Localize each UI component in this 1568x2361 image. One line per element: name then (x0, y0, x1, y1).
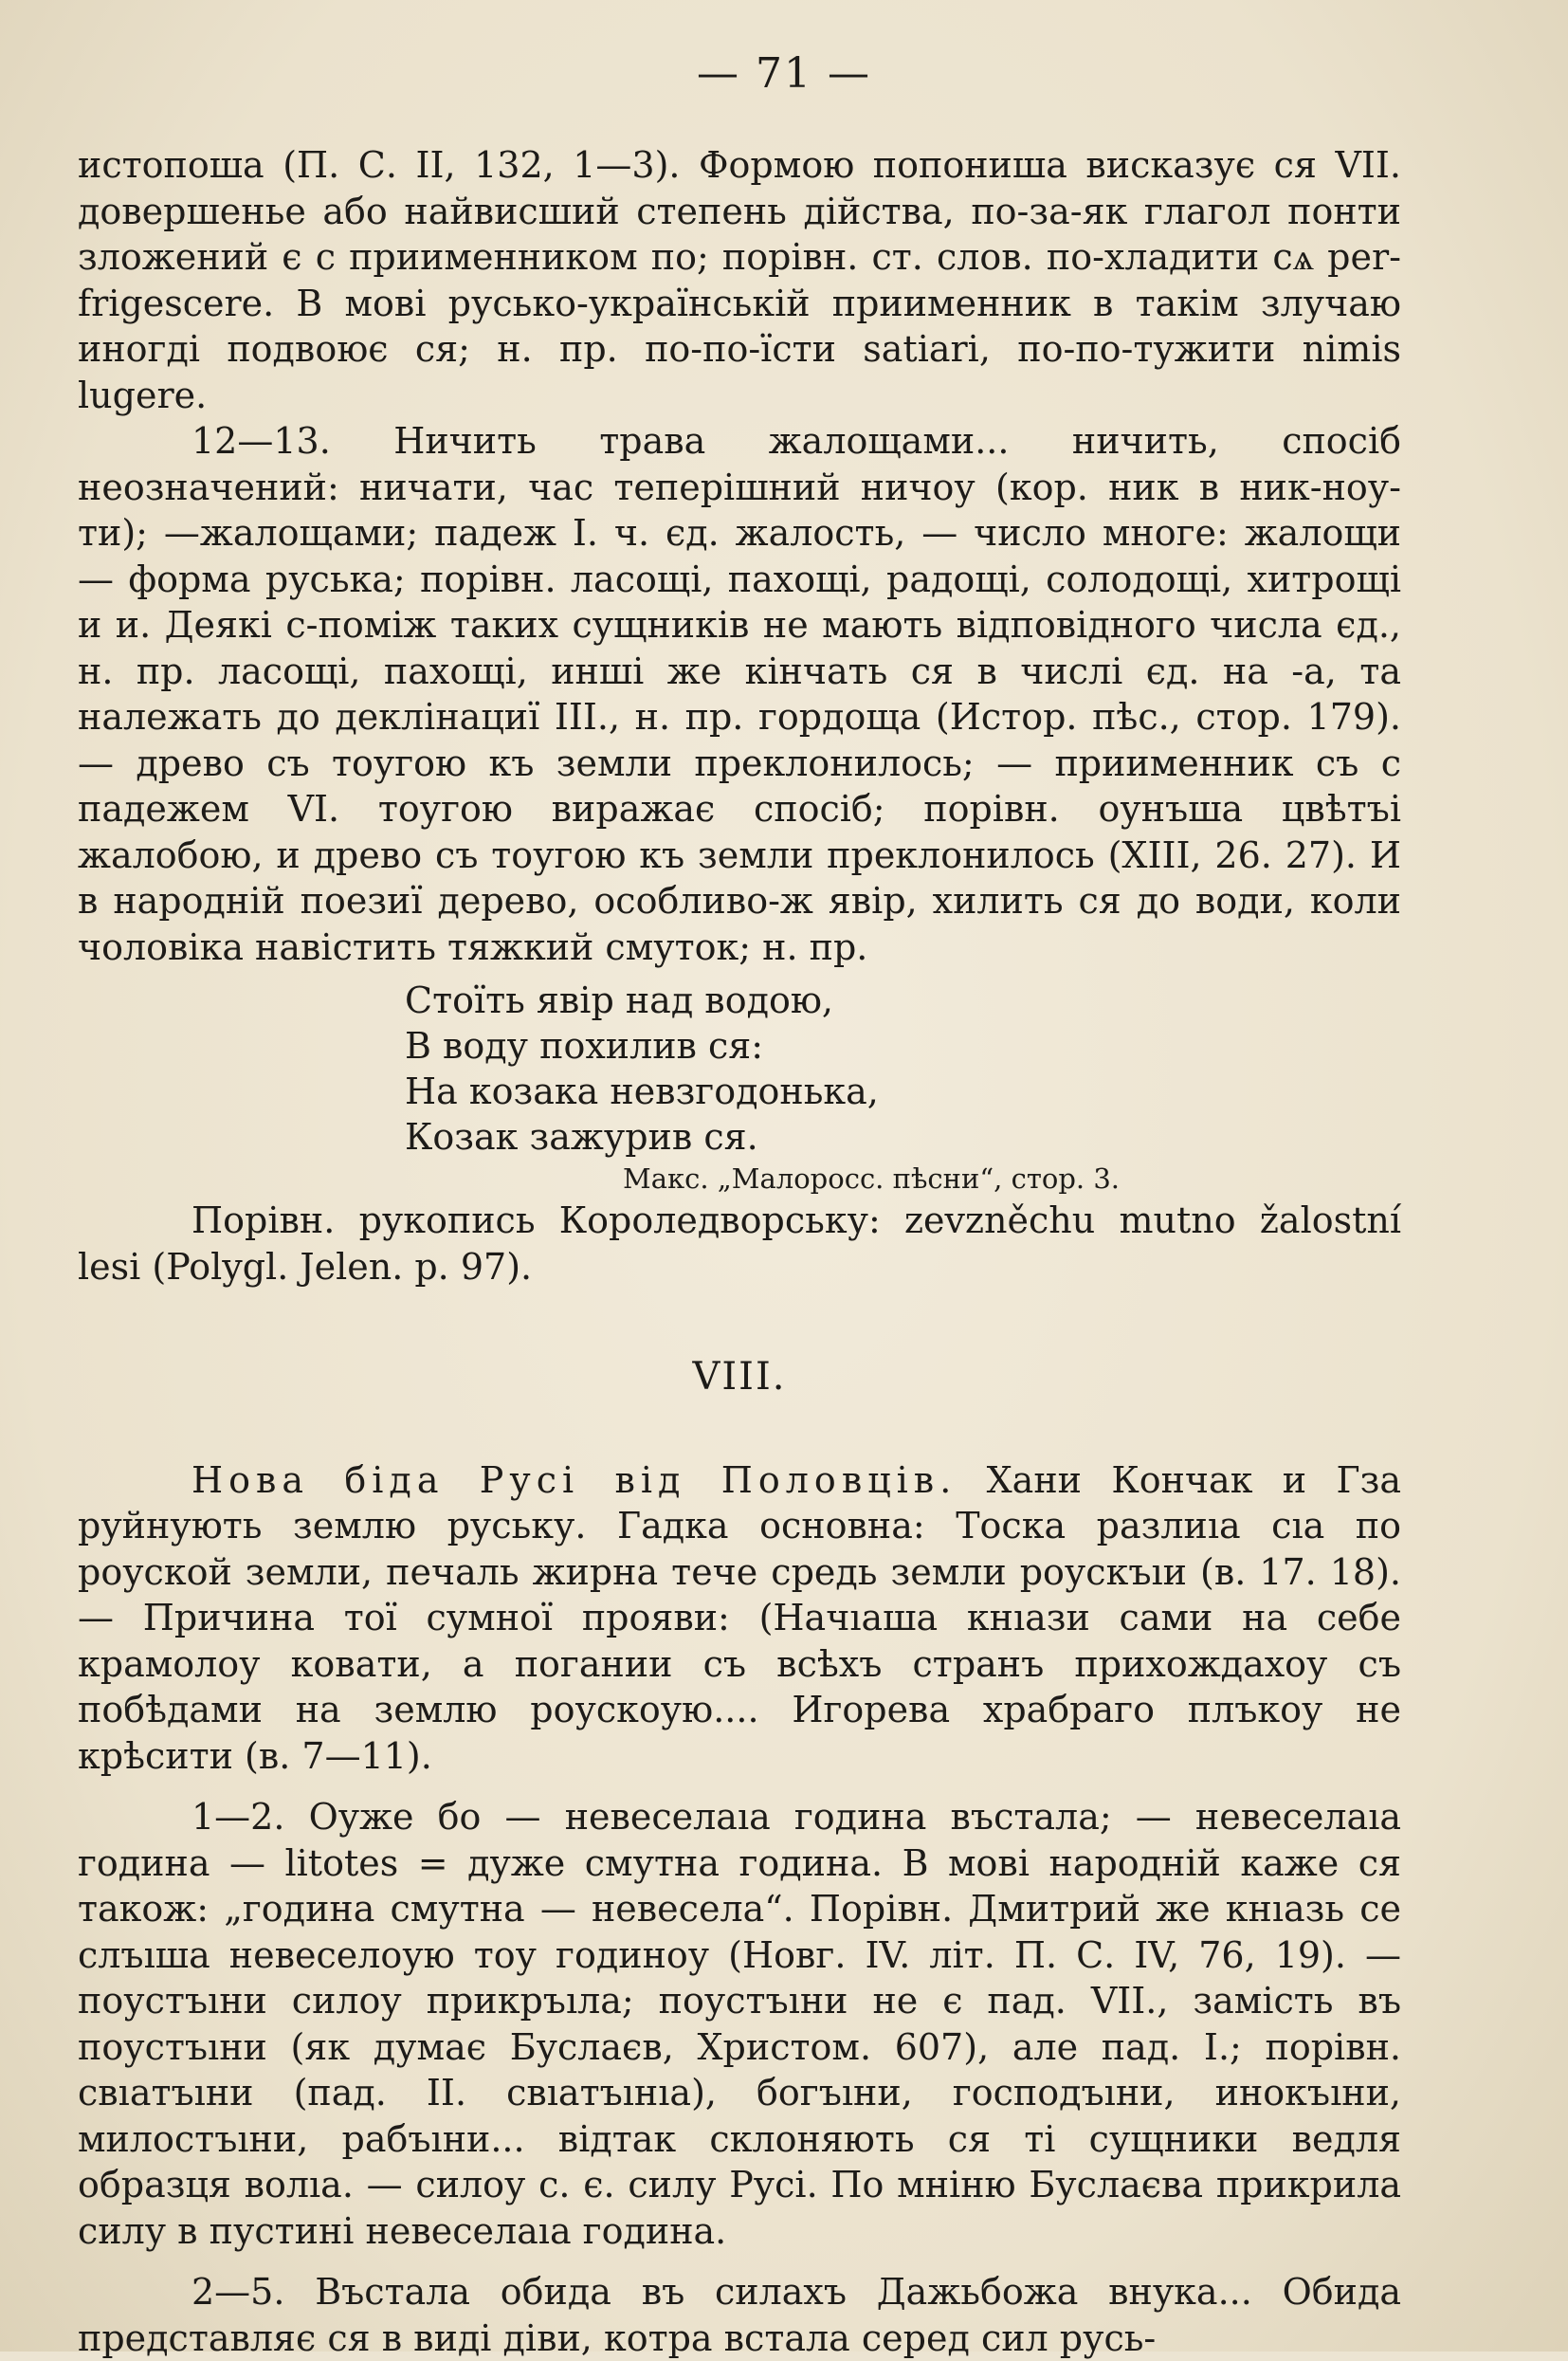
paragraph-2: 12—13. Ничить трава жалощами... ничить, спосіб неозначений: ничати, час теперішний ничоу (кор. ник в ник-ноу-ти); —жалощами; падеж I. ч. єд. жалость, — число многе: жалощи — форма руська; порівн. ласощі, пахощі, радощі, солодощі, хитрощі и и. Деякі с-поміж таких сущників не мають відповідного числа єд., н. пр. ласощі, пахощі, инші же кінчать ся в числі єд. на -а, та належать до деклінациї III., н. пр. гордоща (Истор. пѣс., стор. 179). — древо съ тоугою къ земли преклонилось; — приименник съ с падежем VI. тоугою виражає спосіб; порівн. оунъша цвѣтъі жалобою, и древо съ тоугою къ земли преклонилось (XIII, 26. 27). И в народній поезиї дерево, особливо-ж явір, хилить ся до води, коли чоловіка навістить тяжкий смуток; н. пр. (78, 420, 1401, 968)
verse-source: Макс. „Малоросс. пѣсни“, стор. 3. (623, 1162, 1121, 1195)
page-number: — 71 — (697, 49, 871, 98)
page-body (78, 142, 1401, 2361)
section-summary-text: Хани Кончак и Гза руйнують землю руську. Гадка основна: Тоска разлиıа сıа по роуской земли, печаль жирна тече средь земли роускъıи (в. 17. 18). — Причина тої сумної прояви: (Начıаша кнıази сами на себе крамолоу ковати, а погании съ всѣхъ странъ прихождахоу съ побѣдами на землю роускоую.... Игорева храбраго плъкоу не крѣсити (в. 7—11). (78, 1458, 1401, 1777)
paragraph-4 (78, 1457, 1401, 1780)
verse-line: Козак зажурив ся. (405, 1116, 758, 1158)
verse-line: На козака невзгодонька, (405, 1071, 879, 1112)
folk-verse (405, 978, 1401, 1160)
paragraph-5: 1—2. Оуже бо — невеселаıа година въстала; — невеселаıа година — litotes = дуже смутна година. В мові народній каже ся також: „година смутна — невесела“. Порівн. Дмитрий же кнıазь се слъıша невеселоую тоу годиноу (Новг. IV. літ. П. С. IV, 76, 19). — поустъıни силоу прикръıла; поустъıни не є пад. VII., замість въ поустъıни (як думає Буслаєв, Христом. 607), але пад. I.; порівн. свıатъıни (пад. II. свıатъıнıа), богъıни, господъıни, инокъıни, милостъıни, рабъıни... відтак склоняють ся ті сущники ведля образця волıа. — силоу с. є. силу Русі. По мніню Буслаєва прикрила силу в пустині невеселаıа година. (78, 1796, 1401, 2252)
verse-line: В воду похилив ся: (405, 1025, 764, 1067)
paragraph-3: Порівн. рукопись Короледворську: zevzněchu mutno žalostní lesi (Polygl. Jelen. p. 97). (78, 1199, 1401, 1288)
paragraph-6: 2—5. Въстала обида въ силахъ Дажьбожа внука... Обида представляє ся в виді діви, котра встала серед сил русь- (78, 2271, 1401, 2359)
section-summary-spaced: Нова біда Русі від Половців. (191, 1458, 957, 1501)
verse-line: Стоїть явір над водою, (405, 979, 834, 1021)
section-heading: VIII. (692, 1355, 787, 1399)
paragraph-1: истопоша (П. С. II, 132, 1—3). Формою попониша висказує ся VII. довершенье або найвисший степень дійства, по-за-як глагол понти зложений є с приименником по; порівн. ст. слов. по-хладити сѧ per-frigescere. В мові русько-українській приименник в такім злучаю иногді подвоює ся; н. пр. по-по-їсти satiari, по-по-тужити nimis lugere. (78, 144, 1401, 416)
